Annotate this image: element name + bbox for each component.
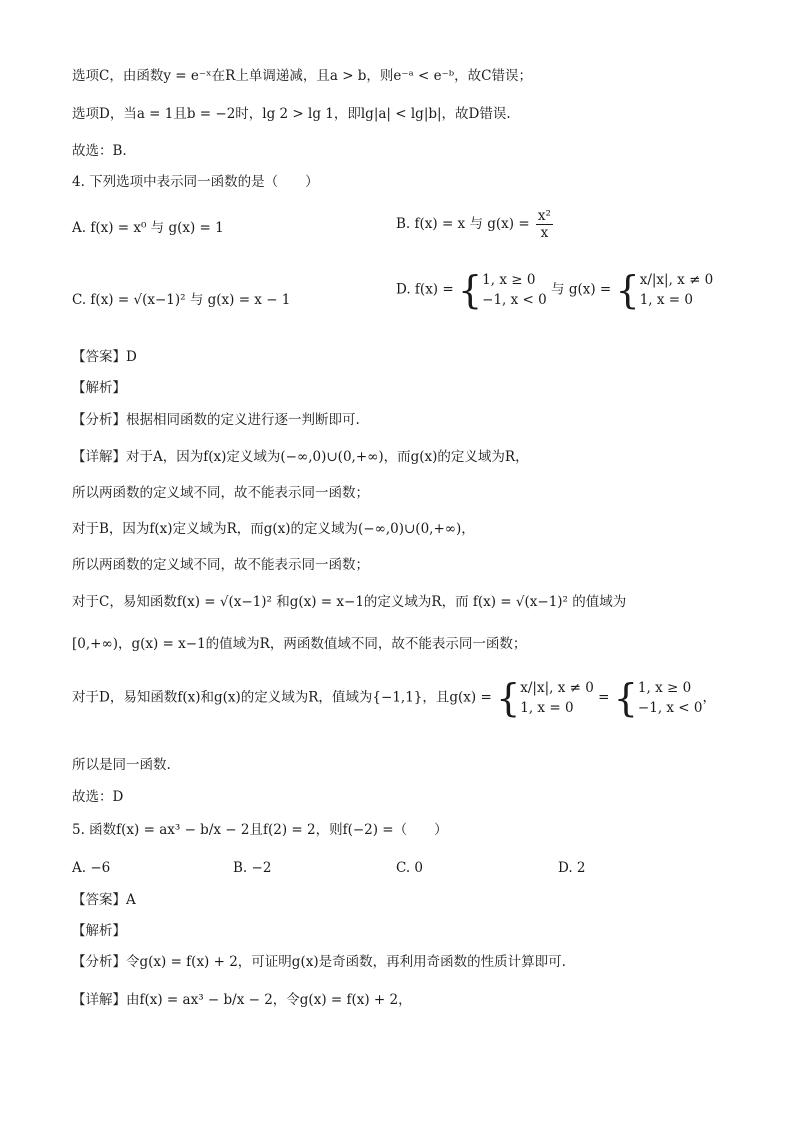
fraction-denominator: x [540,225,549,241]
left-brace-icon: { [613,676,638,720]
detail-text: 由f(x) = ax³ − b/x − 2，令g(x) = f(x) + 2， [126,992,412,1008]
text-line-option-c: 选项C，由函数y = e⁻ˣ在R上单调递减，且a > b，则e⁻ᵃ < e⁻ᵇ，故C错误； [72,68,532,84]
trailing-comma: ， [702,689,717,706]
q5-option-d: D. 2 [558,860,586,876]
detail-5 [72,990,412,1010]
detail-tag: 【详解】 [72,992,126,1008]
q4-option-d-middle: 与 g(x) = [551,281,612,298]
answer-value: D [126,349,137,365]
analysis-text: 根据相同函数的定义进行逐一判断即可. [126,412,360,428]
case-line: x/|x|, x ≠ 0 [639,272,714,288]
detail-4-d-prefix: 对于D，易知函数f(x)和g(x)的定义域为R，值域为{−1,1}，且g(x) = [72,689,492,706]
left-brace-icon: { [615,268,640,312]
equals-sign: = [598,689,610,706]
case-line: −1, x < 0 [482,292,547,308]
q4-option-a: A. f(x) = x⁰ 与 g(x) = 1 [72,220,224,236]
analysis-5-heading: 【解析】 [72,923,126,939]
detail-4-a [72,447,529,467]
detail-4-line2: 所以两函数的定义域不同，故不能表示同一函数； [72,485,369,501]
left-brace-icon: { [496,676,521,720]
detail-4-c: 对于C，易知函数f(x) = √(x−1)² 和g(x) = x−1的定义域为R，而 f(x) = √(x−1)² 的值域为 [72,594,627,610]
left-brace-icon: { [457,268,483,312]
analysis-tag: 【分析】 [72,954,126,970]
text-line-option-d: 选项D，当a = 1且b = −2时，lg 2 > lg 1，即lg|a| < lg|b|，故D错误. [72,106,511,122]
question-5-title: 5. 函数f(x) = ax³ − b/x − 2且f(2) = 2，则f(−2) =（ ） [72,822,448,838]
q4-option-c: C. f(x) = √(x−1)² 与 g(x) = x − 1 [72,292,291,308]
case-line: x/|x|, x ≠ 0 [520,680,594,696]
case-line: 1, x ≥ 0 [637,680,692,696]
detail-4-d [72,678,716,718]
piecewise-g [640,270,714,310]
case-line: 1, x = 0 [639,292,693,308]
piecewise-sign-detail [638,678,703,718]
q4-option-b-fraction [536,208,553,241]
piecewise-f [482,270,547,310]
q5-option-a: A. −6 [72,860,111,876]
detail-text: 对于A，因为f(x)定义域为(−∞,0)∪(0,+∞)，而g(x)的定义域为R， [126,449,529,465]
answer-4 [72,347,137,367]
q4-option-b-text: B. f(x) = x 与 g(x) = [396,216,534,232]
answer-5 [72,890,136,910]
answer-tag: 【答案】 [72,349,126,365]
choose-d: 故选：D [72,789,124,805]
case-line: 1, x = 0 [520,700,574,716]
answer-tag: 【答案】 [72,892,126,908]
answer-value: A [126,892,136,908]
detail-4-c-range: [0,+∞)，g(x) = x−1的值域为R，两函数值域不同，故不能表示同一函数； [72,636,527,652]
analysis-5-summary [72,952,566,972]
q5-option-b: B. −2 [233,860,272,876]
case-line: −1, x < 0 [637,700,703,716]
analysis-4-heading: 【解析】 [72,380,126,396]
question-4-title: 4. 下列选项中表示同一函数的是（ ） [72,174,319,190]
detail-tag: 【详解】 [72,449,126,465]
piecewise-g-detail [520,678,594,718]
q4-option-d-prefix: D. f(x) = [396,281,454,298]
detail-4-conclusion: 所以是同一函数. [72,757,171,773]
analysis-text: 令g(x) = f(x) + 2，可证明g(x)是奇函数，再利用奇函数的性质计算即可. [126,954,566,970]
q5-option-c: C. 0 [396,860,424,876]
case-line: 1, x ≥ 0 [482,272,536,288]
q4-option-d [396,270,713,310]
detail-4-b: 对于B，因为f(x)定义域为R，而g(x)的定义域为(−∞,0)∪(0,+∞)， [72,521,475,537]
detail-4-line4: 所以两函数的定义域不同，故不能表示同一函数； [72,557,369,573]
fraction-numerator: x² [537,208,551,224]
q4-option-b [396,208,555,241]
text-line-choose-b: 故选：B. [72,143,127,159]
analysis-tag: 【分析】 [72,412,126,428]
analysis-4-summary [72,410,360,430]
